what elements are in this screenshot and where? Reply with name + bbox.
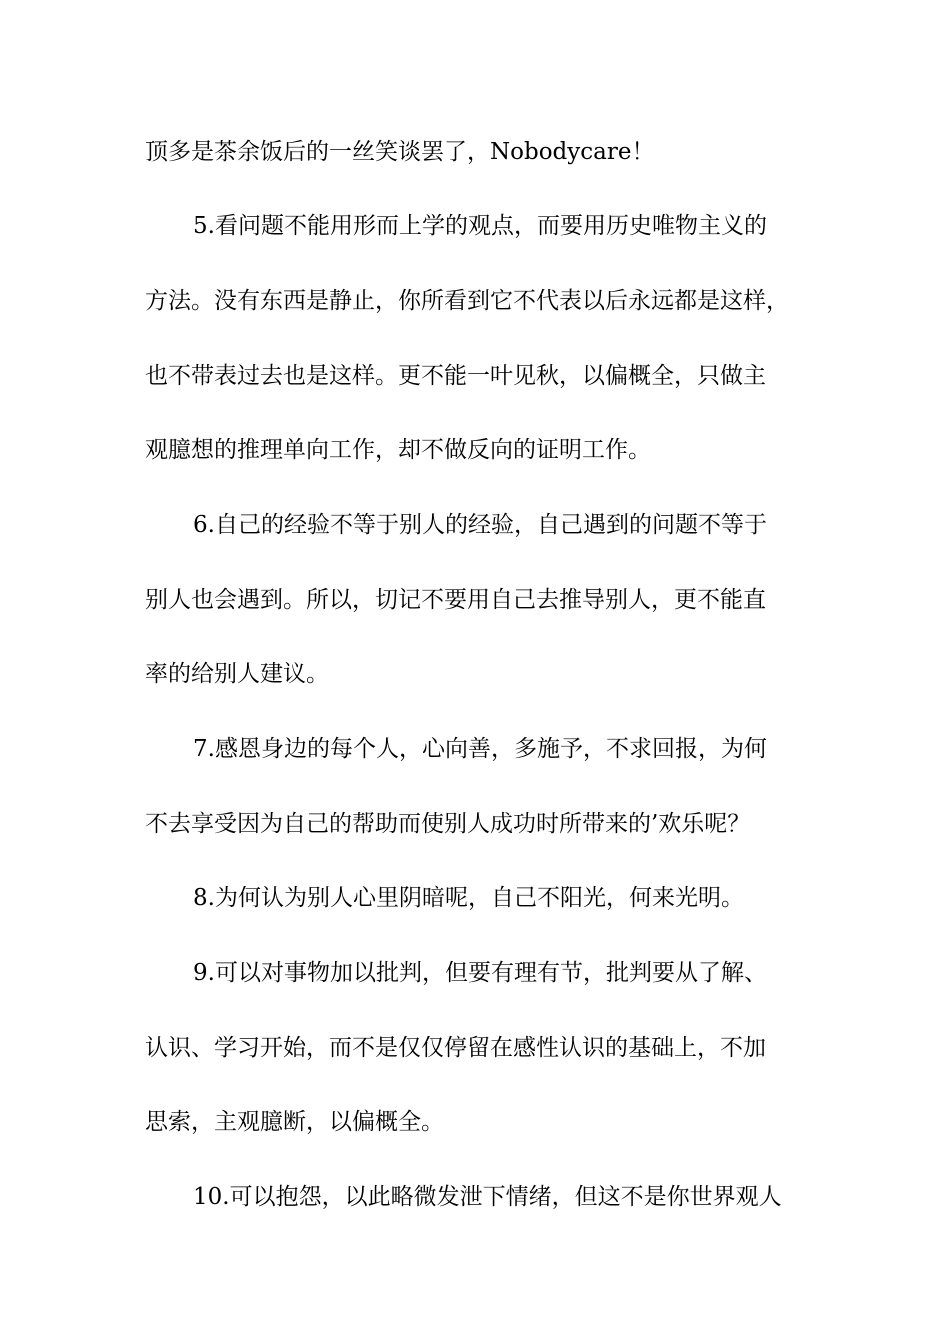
paragraph-9-line: 9.可以对事物加以批判，但要有理有节，批判要从了解、 [193, 960, 767, 986]
text-line: 方法。没有东西是静止，你所看到它不代表以后永远都是这样， [145, 288, 789, 314]
text-line: 率的给别人建议。 [145, 661, 329, 687]
text-line: 也不带表过去也是这样。更不能一叶见秋，以偏概全，只做主 [145, 363, 766, 389]
text-line: 认识、学习开始，而不是仅仅停留在感性认识的基础上，不加 [145, 1035, 766, 1061]
paragraph-5-line: 5.看问题不能用形而上学的观点，而要用历史唯物主义的 [193, 213, 767, 239]
text-line: 顶多是茶余饭后的一丝笑谈罢了，Nobodycare！ [145, 139, 655, 165]
paragraph-8-line: 8.为何认为别人心里阴暗呢，自己不阳光，何来光明。 [193, 885, 744, 911]
text-line: 不去享受因为自己的帮助而使别人成功时所带来的’欢乐呢？ [145, 811, 751, 837]
text-line: 观臆想的推理单向工作，却不做反向的证明工作。 [145, 437, 651, 463]
paragraph-6-line: 6.自己的经验不等于别人的经验，自己遇到的问题不等于 [193, 512, 767, 538]
paragraph-7-line: 7.感恩身边的每个人，心向善，多施予，不求回报，为何 [193, 736, 767, 762]
text-line: 思索，主观臆断，以偏概全。 [145, 1109, 444, 1135]
text-line: 别人也会遇到。所以，切记不要用自己去推导别人，更不能直 [145, 587, 766, 613]
paragraph-10-line: 10.可以抱怨，以此略微发泄下情绪，但这不是你世界观人 [193, 1184, 782, 1210]
